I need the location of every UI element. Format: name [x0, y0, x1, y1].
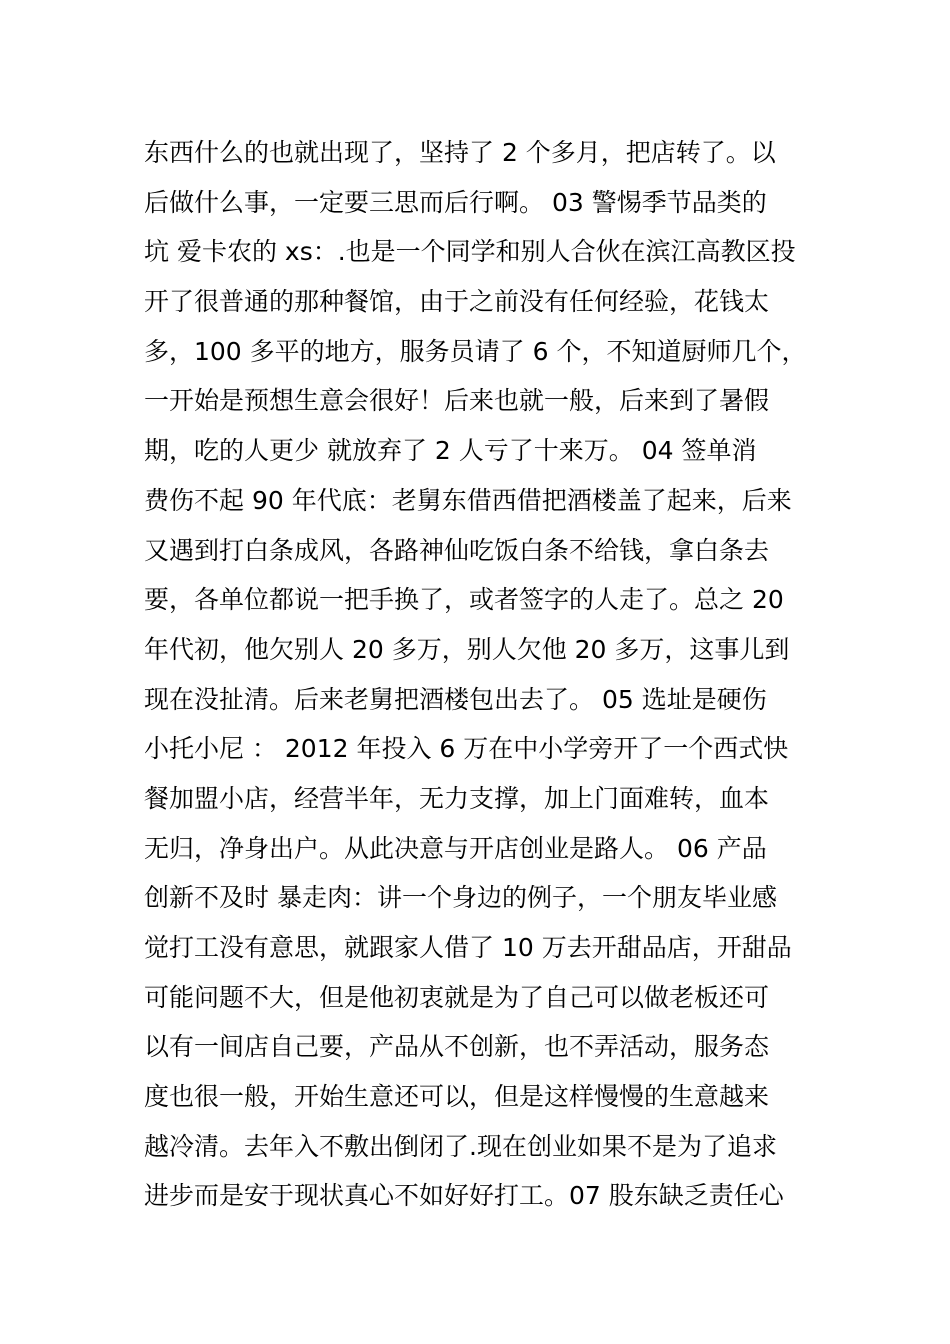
text-line-7: 期，吃的人更少 就放弃了 2 人亏了十来万。 04 签单消 [144, 436, 757, 466]
text-line-13: 小托小尼 ： 2012 年投入 6 万在中小学旁开了一个西式快 [144, 734, 789, 764]
text-line-15: 无归，净身出户。从此决意与开店创业是路人。 06 产品 [144, 833, 767, 863]
text-line-8: 费伤不起 90 年代底：老舅东借西借把酒楼盖了起来，后来 [144, 485, 792, 515]
text-line-9: 又遇到打白条成风，各路神仙吃饭白条不给钱，拿白条去 [144, 535, 770, 565]
text-line-16: 创新不及时 暴走肉：讲一个身边的例子，一个朋友毕业感 [144, 883, 777, 913]
text-line-20: 度也很一般，开始生意还可以，但是这样慢慢的生意越来 [144, 1082, 770, 1112]
text-line-14: 餐加盟小店，经营半年，无力支撑，加上门面难转，血本 [144, 783, 770, 813]
text-line-1: 东西什么的也就出现了，坚持了 2 个多月，把店转了。以 [144, 138, 776, 167]
body-text [144, 128, 824, 1221]
text-line-19: 以有一间店自己要，产品从不创新，也不弄活动，服务态 [144, 1032, 770, 1062]
text-line-4: 开了很普通的那种餐馆，由于之前没有任何经验，花钱太 [144, 287, 770, 317]
text-line-3: 坑 爱卡农的 xs：.也是一个同学和别人合伙在滨江高教区投 [144, 237, 796, 267]
text-line-10: 要，各单位都说一把手换了，或者签字的人走了。总之 20 [144, 585, 784, 615]
text-line-22: 进步而是安于现状真心不如好好打工。07 股东缺乏责任心 [144, 1181, 784, 1211]
text-line-6: 一开始是预想生意会很好！后来也就一般，后来到了暑假 [144, 386, 770, 416]
text-line-12: 现在没扯清。后来老舅把酒楼包出去了。 05 选址是硬伤 [144, 684, 767, 714]
text-line-21: 越冷清。去年入不敷出倒闭了.现在创业如果不是为了追求 [144, 1131, 777, 1161]
text-line-2: 后做什么事，一定要三思而后行啊。 03 警惕季节品类的 [144, 187, 767, 217]
text-line-17: 觉打工没有意思，就跟家人借了 10 万去开甜品店，开甜品 [144, 933, 792, 962]
text-line-5: 多，100 多平的地方，服务员请了 6 个，不知道厨师几个， [144, 336, 807, 366]
text-line-11: 年代初，他欠别人 20 多万，别人欠他 20 多万，这事儿到 [144, 634, 790, 664]
text-line-18: 可能问题不大，但是他初衷就是为了自己可以做老板还可 [144, 982, 770, 1012]
